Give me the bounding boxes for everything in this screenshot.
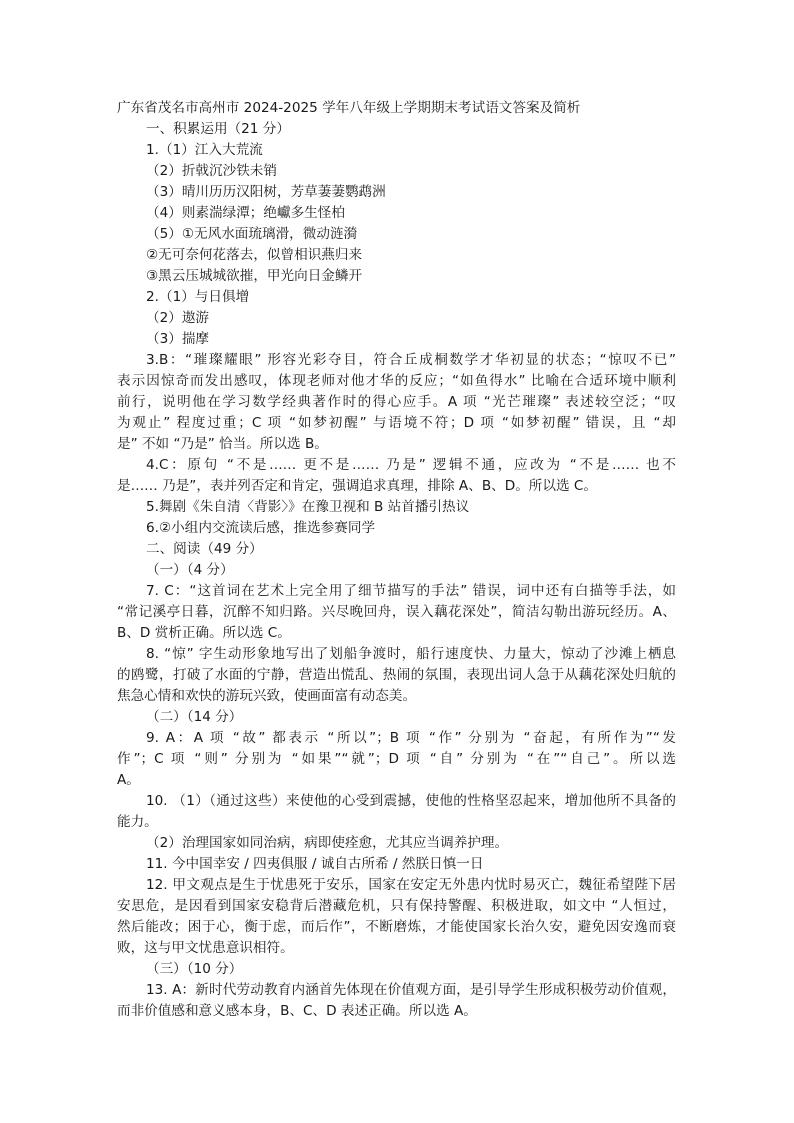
answer-paragraph: 作”；C 项 “则” 分别为 “如果”“就”；D 项 “自” 分别为 “在”“自己”。所以选 — [117, 751, 676, 767]
answer-line: 6.②小组内交流读后感，推选参赛同学 — [146, 520, 376, 536]
answer-paragraph: 能力。 — [117, 814, 158, 830]
subsection-heading: （三）（10 分） — [146, 961, 243, 977]
answer-paragraph: 焦急心情和欢快的游玩兴致，使画面富有动态美。 — [117, 688, 417, 704]
answer-paragraph: 10. （1）（通过这些）来使他的心受到震撼，使他的性格坚忍起来，增加他所不具备的 — [146, 793, 676, 809]
document-title: 广东省茂名市高州市 2024-2025 学年八年级上学期期末考试语文答案及简析 — [117, 100, 581, 116]
answer-paragraph: 是” 不如 “乃是” 恰当。所以选 B。 — [117, 436, 328, 452]
answer-line: （3）揣摩 — [146, 331, 210, 347]
answer-paragraph: 8. “惊” 字生动形象地写出了划船争渡时，船行速度快、力量大，惊动了沙滩上栖息 — [146, 646, 676, 662]
answer-paragraph: 12. 甲文观点是生于忧患死于安乐，国家在安定无外患内忧时易灭亡，魏征希望陛下居 — [146, 877, 676, 893]
answer-paragraph: 是…… 乃是”，表并列否定和肯定，强调追求真理，排除 A、B、D。所以选 C。 — [117, 478, 597, 494]
answer-paragraph: 7. C：“这首词在艺术上完全用了细节描写的手法” 错误，词中还有白描等手法，如 — [146, 583, 676, 599]
answer-line: （2）治理国家如同治病，病即使痊愈，尤其应当调养护理。 — [146, 835, 509, 851]
answer-line: 1.（1）江入大荒流 — [146, 142, 263, 158]
subsection-heading: （二）（14 分） — [146, 709, 243, 725]
answer-paragraph: B、D 赏析正确。所以选 C。 — [117, 625, 291, 641]
answer-paragraph: 13. A：新时代劳动教育内涵首先体现在价值观方面，是引导学生形成积极劳动价值观， — [146, 982, 676, 998]
answer-line: （2）折戟沉沙铁未销 — [146, 163, 277, 179]
answer-paragraph: 前行，说明他在学习数学经典著作时的得心应手。A 项 “光芒璀璨” 表述较空泛；“叹 — [117, 394, 676, 410]
answer-line: 11. 今中国幸安 / 四夷俱服 / 诚自古所希 / 然朕日慎一日 — [146, 856, 484, 872]
answer-paragraph: 4.C：原句 “不是…… 更不是…… 乃是” 逻辑不通，应改为 “不是…… 也不 — [146, 457, 676, 473]
section-heading: 二、阅读（49 分） — [146, 541, 263, 557]
section-heading: 一、积累运用（21 分） — [146, 121, 290, 137]
subsection-heading: （一）（4 分） — [146, 562, 234, 578]
answer-paragraph: 为观止” 程度过重；C 项 “如梦初醒” 与语境不符；D 项 “如梦初醒” 错误，且 “却 — [117, 415, 676, 431]
answer-paragraph: “常记溪亭日暮，沉醉不知归路。兴尽晚回舟，误入藕花深处”，简洁勾勒出游玩经历。A、 — [117, 604, 676, 620]
answer-paragraph: 而非价值感和意义感本身，B、C、D 表述正确。所以选 A。 — [117, 1003, 477, 1019]
answer-line: ③黑云压城城欲摧，甲光向日金鳞开 — [146, 268, 363, 284]
answer-paragraph: 败，这与甲文忧患意识相符。 — [117, 940, 294, 956]
answer-line: 2.（1）与日俱增 — [146, 289, 250, 305]
answer-paragraph: 然后能改；困于心，衡于虑，而后作”，不断磨炼，才能使国家长治久安，避免因安逸而衰 — [117, 919, 676, 935]
answer-paragraph: A。 — [117, 772, 140, 788]
answer-paragraph: 安思危，是因看到国家安稳背后潜藏危机，只有保持警醒、积极进取，如文中 “人恒过， — [117, 898, 676, 914]
answer-line: （4）则素湍绿潭；绝巘多生怪柏 — [146, 205, 345, 221]
answer-paragraph: 9. A：A 项 “故” 都表示 “所以”；B 项 “作” 分别为 “奋起，有所作为”“发 — [146, 730, 676, 746]
answer-paragraph: 的鸥鹭，打破了水面的宁静，营造出慌乱、热闹的氛围，表现出词人急于从藕花深处归航的 — [117, 667, 676, 683]
answer-line: （2）遨游 — [146, 310, 210, 326]
answer-line: （5）①无风水面琉璃滑，微动涟漪 — [146, 226, 358, 242]
answer-line: （3）晴川历历汉阳树，芳草萋萋鹦鹉洲 — [146, 184, 386, 200]
answer-line: 5.舞剧《朱自清〈背影〉》在豫卫视和 B 站首播引热议 — [146, 499, 470, 515]
answer-line: ②无可奈何花落去，似曾相识燕归来 — [146, 247, 363, 263]
answer-paragraph: 3.B：“璀璨耀眼” 形容光彩夺目，符合丘成桐数学才华初显的状态；“惊叹不已” — [146, 352, 676, 368]
answer-paragraph: 表示因惊奇而发出感叹，体现老师对他才华的反应；“如鱼得水” 比喻在合适环境中顺利 — [117, 373, 676, 389]
